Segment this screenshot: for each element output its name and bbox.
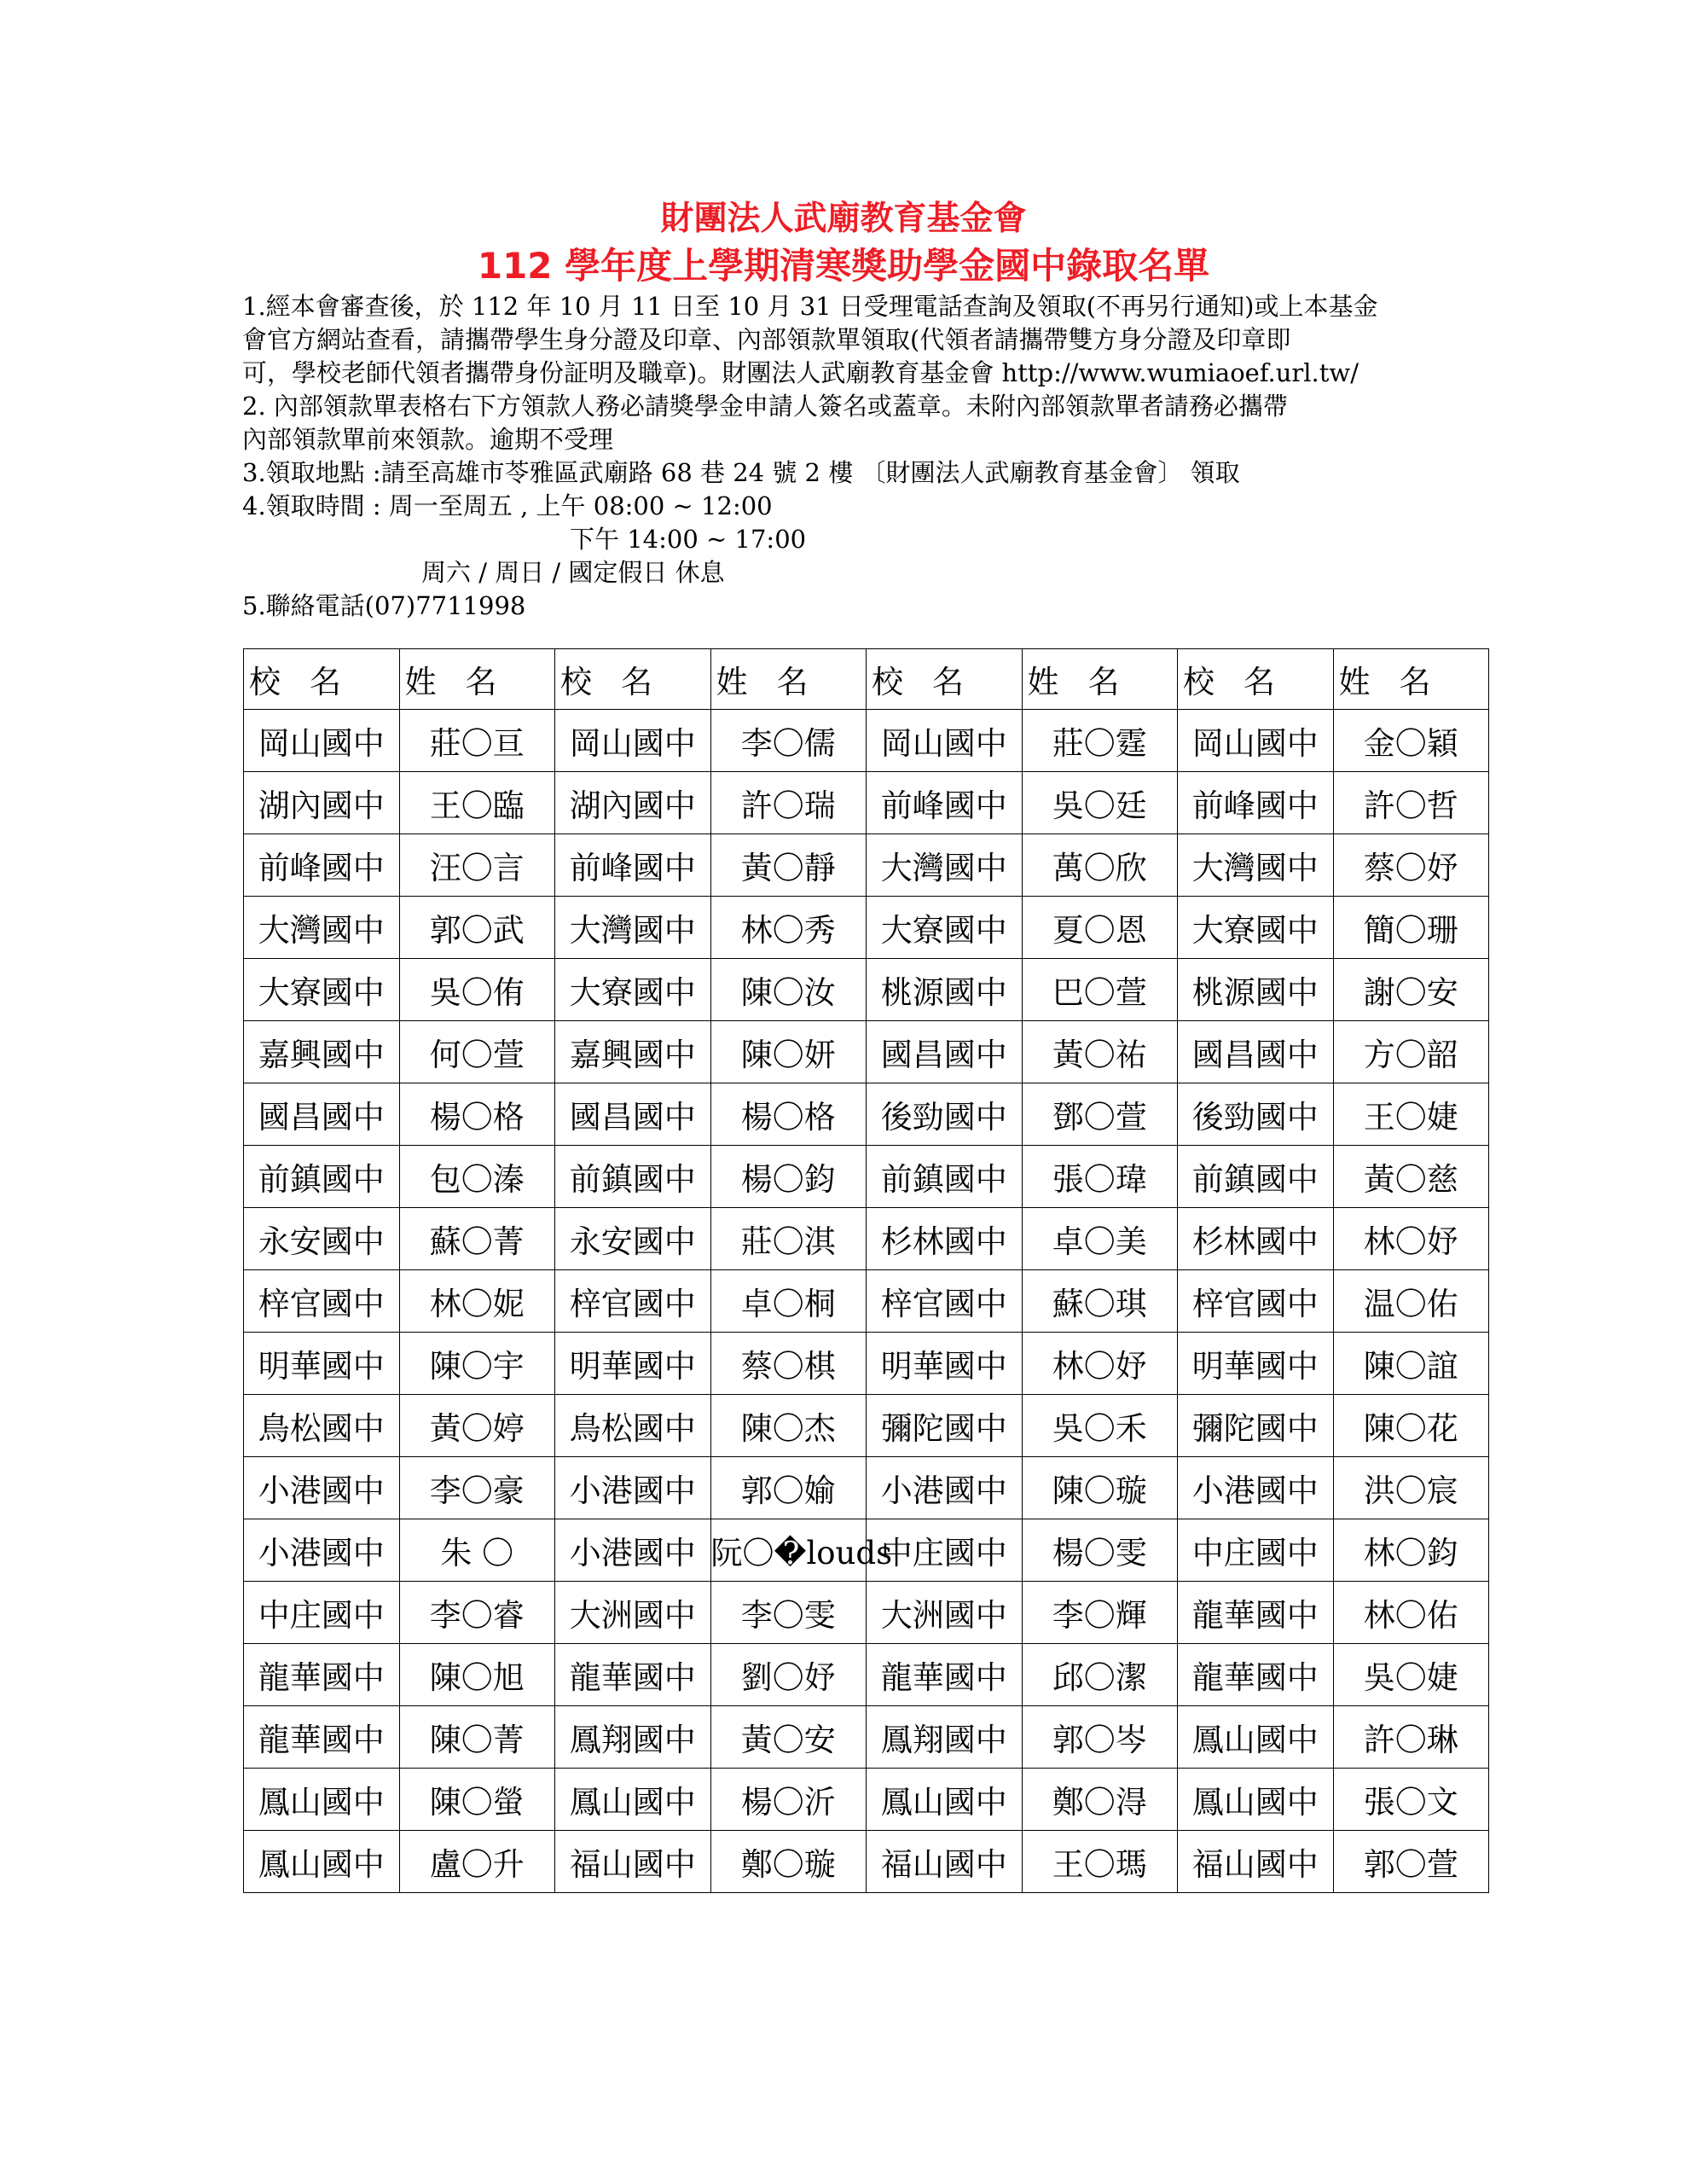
student-name-cell: 黃〇祐 xyxy=(1022,1021,1178,1083)
student-name-cell: 王〇臨 xyxy=(399,772,555,834)
student-name-cell: 盧〇升 xyxy=(399,1831,555,1893)
school-cell: 湖內國中 xyxy=(555,772,711,834)
foundation-title: 財團法人武廟教育基金會 xyxy=(660,200,1027,238)
student-name-cell: 蔡〇妤 xyxy=(1333,834,1489,897)
school-cell: 小港國中 xyxy=(555,1457,711,1519)
student-name-cell: 王〇瑪 xyxy=(1022,1831,1178,1893)
school-cell: 小港國中 xyxy=(555,1519,711,1582)
column-header-name: 姓名 xyxy=(710,649,867,710)
school-cell: 明華國中 xyxy=(867,1333,1023,1395)
school-cell: 鳳山國中 xyxy=(244,1769,400,1831)
student-name-cell: 蘇〇琪 xyxy=(1022,1270,1178,1333)
table-row xyxy=(244,1208,1489,1270)
table-row xyxy=(244,772,1489,834)
column-header-school: 校名 xyxy=(1178,649,1334,710)
student-name-cell: 許〇瑞 xyxy=(710,772,867,834)
student-name-cell: 李〇豪 xyxy=(399,1457,555,1519)
school-cell: 前峰國中 xyxy=(1178,772,1334,834)
student-name-cell: 林〇鈞 xyxy=(1333,1519,1489,1582)
school-cell: 國昌國中 xyxy=(244,1083,400,1146)
school-cell: 前鎮國中 xyxy=(555,1146,711,1208)
column-header-school: 校名 xyxy=(867,649,1023,710)
school-cell: 龍華國中 xyxy=(244,1706,400,1769)
table-row xyxy=(244,1333,1489,1395)
student-name-cell: 鄭〇璇 xyxy=(710,1831,867,1893)
student-name-cell: 林〇佑 xyxy=(1333,1582,1489,1644)
student-name-cell: 楊〇格 xyxy=(399,1083,555,1146)
student-name-cell: 黃〇靜 xyxy=(710,834,867,897)
student-name-cell: 郭〇萱 xyxy=(1333,1831,1489,1893)
student-name-cell: 林〇妮 xyxy=(399,1270,555,1333)
student-name-cell: 郭〇岑 xyxy=(1022,1706,1178,1769)
notice-line: 下午 14:00 ~ 17:00 xyxy=(570,525,807,554)
school-cell: 明華國中 xyxy=(244,1333,400,1395)
school-cell: 岡山國中 xyxy=(244,710,400,772)
table-row xyxy=(244,897,1489,959)
student-name-cell: 吳〇廷 xyxy=(1022,772,1178,834)
school-cell: 永安國中 xyxy=(555,1208,711,1270)
table-row xyxy=(244,1831,1489,1893)
school-cell: 永安國中 xyxy=(244,1208,400,1270)
school-cell: 杉林國中 xyxy=(1178,1208,1334,1270)
school-cell: 桃源國中 xyxy=(1178,959,1334,1021)
school-cell: 中庄國中 xyxy=(244,1582,400,1644)
recipients-table xyxy=(243,648,1489,1893)
student-name-cell: 張〇瑋 xyxy=(1022,1146,1178,1208)
student-name-cell: 温〇佑 xyxy=(1333,1270,1489,1333)
school-cell: 福山國中 xyxy=(867,1831,1023,1893)
student-name-cell: 方〇韶 xyxy=(1333,1021,1489,1083)
school-cell: 彌陀國中 xyxy=(1178,1395,1334,1457)
school-cell: 明華國中 xyxy=(555,1333,711,1395)
column-header-name: 姓名 xyxy=(1022,649,1178,710)
table-row xyxy=(244,1644,1489,1706)
school-cell: 前峰國中 xyxy=(555,834,711,897)
table-row xyxy=(244,1769,1489,1831)
student-name-cell: 洪〇宸 xyxy=(1333,1457,1489,1519)
school-cell: 鳳翔國中 xyxy=(867,1706,1023,1769)
student-name-cell: 李〇睿 xyxy=(399,1582,555,1644)
school-cell: 中庄國中 xyxy=(867,1519,1023,1582)
student-name-cell: 林〇秀 xyxy=(710,897,867,959)
school-cell: 鳳山國中 xyxy=(555,1769,711,1831)
school-cell: 梓官國中 xyxy=(867,1270,1023,1333)
notice-line: 3.領取地點 :請至高雄市苓雅區武廟路 68 巷 24 號 2 樓 〔財團法人武廟教育基金會〕 領取 xyxy=(242,458,1240,487)
student-name-cell: 簡〇珊 xyxy=(1333,897,1489,959)
student-name-cell: 李〇儒 xyxy=(710,710,867,772)
school-cell: 湖內國中 xyxy=(244,772,400,834)
student-name-cell: 王〇婕 xyxy=(1333,1083,1489,1146)
student-name-cell: 楊〇雯 xyxy=(1022,1519,1178,1582)
school-cell: 中庄國中 xyxy=(1178,1519,1334,1582)
school-cell: 龍華國中 xyxy=(555,1644,711,1706)
school-cell: 大灣國中 xyxy=(1178,834,1334,897)
school-cell: 前峰國中 xyxy=(244,834,400,897)
school-cell: 龍華國中 xyxy=(244,1644,400,1706)
student-name-cell: 金〇穎 xyxy=(1333,710,1489,772)
school-cell: 國昌國中 xyxy=(867,1021,1023,1083)
school-cell: 彌陀國中 xyxy=(867,1395,1023,1457)
table-body xyxy=(244,710,1489,1893)
student-name-cell: 陳〇杰 xyxy=(710,1395,867,1457)
student-name-cell: 陳〇菁 xyxy=(399,1706,555,1769)
notice-line: 可，學校老師代領者攜帶身份証明及職章)。財團法人武廟教育基金會 http://www.wumiaoef.url.tw/ xyxy=(242,358,1359,387)
student-name-cell: 黃〇慈 xyxy=(1333,1146,1489,1208)
student-name-cell: 莊〇亘 xyxy=(399,710,555,772)
school-cell: 嘉興國中 xyxy=(244,1021,400,1083)
school-cell: 前峰國中 xyxy=(867,772,1023,834)
student-name-cell: 蘇〇菁 xyxy=(399,1208,555,1270)
school-cell: 鳥松國中 xyxy=(555,1395,711,1457)
table-row xyxy=(244,1083,1489,1146)
school-cell: 大寮國中 xyxy=(867,897,1023,959)
student-name-cell: 郭〇武 xyxy=(399,897,555,959)
school-cell: 鳥松國中 xyxy=(244,1395,400,1457)
notice-line: 周六 / 周日 / 國定假日 休息 xyxy=(421,558,725,587)
student-name-cell: 夏〇恩 xyxy=(1022,897,1178,959)
student-name-cell: 楊〇格 xyxy=(710,1083,867,1146)
school-cell: 大灣國中 xyxy=(867,834,1023,897)
school-cell: 大寮國中 xyxy=(555,959,711,1021)
column-header-name: 姓名 xyxy=(1333,649,1489,710)
student-name-cell: 卓〇美 xyxy=(1022,1208,1178,1270)
notice-line: 2. 內部領款單表格右下方領款人務必請獎學金申請人簽名或蓋章。未附內部領款單者請務必攜帶 xyxy=(242,392,1288,421)
student-name-cell: 朱 〇 xyxy=(399,1519,555,1582)
school-cell: 大洲國中 xyxy=(555,1582,711,1644)
school-cell: 小港國中 xyxy=(867,1457,1023,1519)
school-cell: 小港國中 xyxy=(244,1457,400,1519)
student-name-cell: 卓〇桐 xyxy=(710,1270,867,1333)
student-name-cell: 邱〇潔 xyxy=(1022,1644,1178,1706)
student-name-cell: 張〇文 xyxy=(1333,1769,1489,1831)
school-cell: 龍華國中 xyxy=(1178,1644,1334,1706)
school-cell: 桃源國中 xyxy=(867,959,1023,1021)
school-cell: 鳳翔國中 xyxy=(555,1706,711,1769)
student-name-cell: 吳〇侑 xyxy=(399,959,555,1021)
school-cell: 龍華國中 xyxy=(867,1644,1023,1706)
school-cell: 鳳山國中 xyxy=(867,1769,1023,1831)
student-name-cell: 劉〇妤 xyxy=(710,1644,867,1706)
school-cell: 後勁國中 xyxy=(1178,1083,1334,1146)
school-cell: 大寮國中 xyxy=(1178,897,1334,959)
school-cell: 嘉興國中 xyxy=(555,1021,711,1083)
school-cell: 前鎮國中 xyxy=(1178,1146,1334,1208)
school-cell: 前鎮國中 xyxy=(867,1146,1023,1208)
student-name-cell: 莊〇霆 xyxy=(1022,710,1178,772)
student-name-cell: 陳〇誼 xyxy=(1333,1333,1489,1395)
student-name-cell: 陳〇宇 xyxy=(399,1333,555,1395)
student-name-cell: 鄭〇淂 xyxy=(1022,1769,1178,1831)
school-cell: 鳳山國中 xyxy=(244,1831,400,1893)
student-name-cell: 許〇哲 xyxy=(1333,772,1489,834)
table-row xyxy=(244,1519,1489,1582)
school-cell: 福山國中 xyxy=(1178,1831,1334,1893)
student-name-cell: 吳〇禾 xyxy=(1022,1395,1178,1457)
list-title: 112 學年度上學期清寒獎助學金國中錄取名單 xyxy=(477,245,1210,287)
table-row xyxy=(244,1582,1489,1644)
school-cell: 龍華國中 xyxy=(1178,1582,1334,1644)
table-row xyxy=(244,834,1489,897)
student-name-cell: 陳〇妍 xyxy=(710,1021,867,1083)
school-cell: 大灣國中 xyxy=(555,897,711,959)
student-name-cell: 何〇萱 xyxy=(399,1021,555,1083)
school-cell: 大寮國中 xyxy=(244,959,400,1021)
table-header-row xyxy=(244,649,1489,710)
student-name-cell: 蔡〇棋 xyxy=(710,1333,867,1395)
school-cell: 國昌國中 xyxy=(1178,1021,1334,1083)
table-row xyxy=(244,710,1489,772)
student-name-cell: 楊〇鈞 xyxy=(710,1146,867,1208)
student-name-cell: 黃〇婷 xyxy=(399,1395,555,1457)
column-header-name: 姓名 xyxy=(399,649,555,710)
school-cell: 杉林國中 xyxy=(867,1208,1023,1270)
column-header-school: 校名 xyxy=(555,649,711,710)
table-row xyxy=(244,1270,1489,1333)
school-cell: 國昌國中 xyxy=(555,1083,711,1146)
student-name-cell: 阮〇�louds xyxy=(710,1519,867,1582)
column-header-school: 校名 xyxy=(244,649,400,710)
school-cell: 明華國中 xyxy=(1178,1333,1334,1395)
student-name-cell: 萬〇欣 xyxy=(1022,834,1178,897)
notice-line: 內部領款單前來領款。逾期不受理 xyxy=(242,425,614,454)
student-name-cell: 李〇輝 xyxy=(1022,1582,1178,1644)
student-name-cell: 陳〇花 xyxy=(1333,1395,1489,1457)
school-cell: 岡山國中 xyxy=(1178,710,1334,772)
school-cell: 鳳山國中 xyxy=(1178,1706,1334,1769)
school-cell: 福山國中 xyxy=(555,1831,711,1893)
table-row xyxy=(244,959,1489,1021)
student-name-cell: 陳〇璇 xyxy=(1022,1457,1178,1519)
student-name-cell: 吳〇婕 xyxy=(1333,1644,1489,1706)
notice-text xyxy=(242,290,1504,623)
notice-line: 5.聯絡電話(07)7711998 xyxy=(242,591,526,620)
student-name-cell: 李〇雯 xyxy=(710,1582,867,1644)
school-cell: 小港國中 xyxy=(244,1519,400,1582)
student-name-cell: 鄧〇萱 xyxy=(1022,1083,1178,1146)
school-cell: 岡山國中 xyxy=(555,710,711,772)
table-row xyxy=(244,1457,1489,1519)
table-row xyxy=(244,1706,1489,1769)
school-cell: 梓官國中 xyxy=(244,1270,400,1333)
school-cell: 大洲國中 xyxy=(867,1582,1023,1644)
student-name-cell: 楊〇沂 xyxy=(710,1769,867,1831)
student-name-cell: 林〇妤 xyxy=(1022,1333,1178,1395)
school-cell: 岡山國中 xyxy=(867,710,1023,772)
table-row xyxy=(244,1146,1489,1208)
school-cell: 大灣國中 xyxy=(244,897,400,959)
school-cell: 梓官國中 xyxy=(555,1270,711,1333)
notice-line: 會官方網站查看，請攜帶學生身分證及印章、內部領款單領取(代領者請攜帶雙方身分證及印章即 xyxy=(242,325,1291,354)
student-name-cell: 莊〇淇 xyxy=(710,1208,867,1270)
notice-line: 4.領取時間 : 周一至周五 , 上午 08:00 ~ 12:00 xyxy=(242,491,773,520)
school-cell: 梓官國中 xyxy=(1178,1270,1334,1333)
student-name-cell: 黃〇安 xyxy=(710,1706,867,1769)
student-name-cell: 林〇妤 xyxy=(1333,1208,1489,1270)
student-name-cell: 謝〇安 xyxy=(1333,959,1489,1021)
student-name-cell: 汪〇言 xyxy=(399,834,555,897)
student-name-cell: 陳〇汝 xyxy=(710,959,867,1021)
school-cell: 鳳山國中 xyxy=(1178,1769,1334,1831)
school-cell: 小港國中 xyxy=(1178,1457,1334,1519)
school-cell: 前鎮國中 xyxy=(244,1146,400,1208)
student-name-cell: 陳〇螢 xyxy=(399,1769,555,1831)
student-name-cell: 許〇琳 xyxy=(1333,1706,1489,1769)
table-row xyxy=(244,1395,1489,1457)
notice-line: 1.經本會審查後，於 112 年 10 月 11 日至 10 月 31 日受理電話查詢及領取(不再另行通知)或上本基金 xyxy=(242,292,1378,321)
student-name-cell: 郭〇媮 xyxy=(710,1457,867,1519)
student-name-cell: 包〇溱 xyxy=(399,1146,555,1208)
school-cell: 後勁國中 xyxy=(867,1083,1023,1146)
student-name-cell: 陳〇旭 xyxy=(399,1644,555,1706)
student-name-cell: 巴〇萱 xyxy=(1022,959,1178,1021)
table-row xyxy=(244,1021,1489,1083)
